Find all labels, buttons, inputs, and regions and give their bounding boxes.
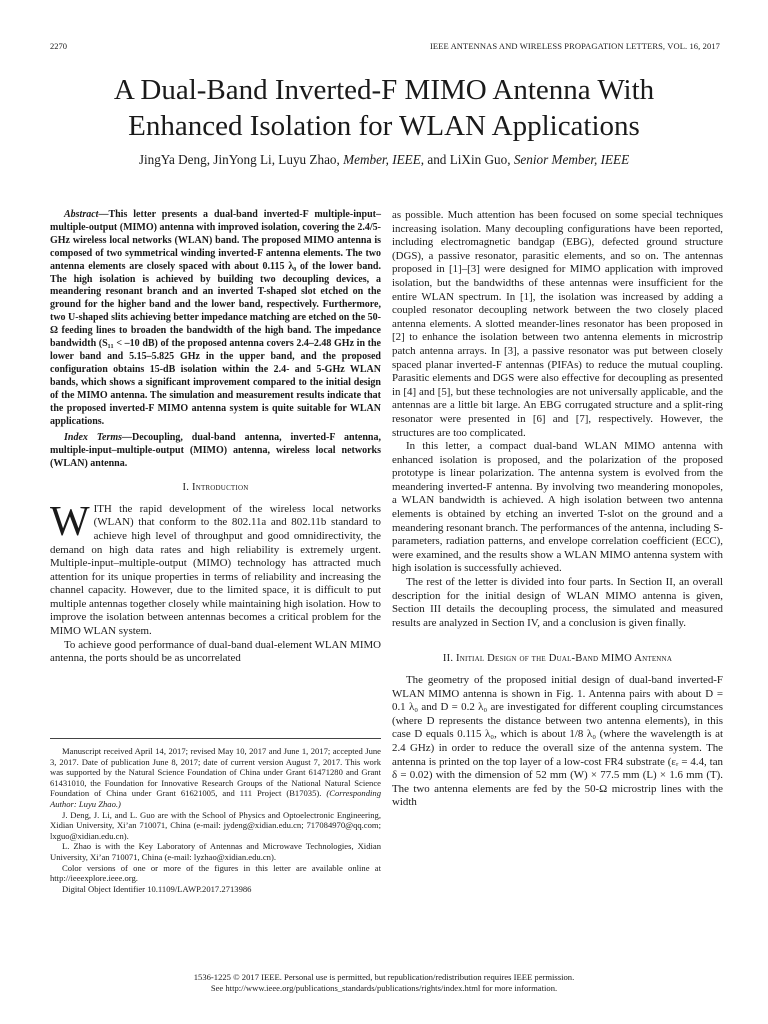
right-column: [392, 209, 723, 810]
paper-title: [40, 72, 728, 144]
drop-cap: W: [50, 498, 90, 545]
index-terms-label: Index Terms: [64, 432, 123, 444]
intro-paragraph-1: [50, 498, 381, 639]
author-names-b: , and LiXin Guo,: [420, 152, 514, 167]
section-heading-initial-design: II. Initial Design of the Dual-Band MIMO Antenna: [442, 653, 673, 665]
author-names-a: JingYa Deng, JinYong Li, Luyu Zhao,: [138, 152, 344, 167]
title-line-1: A Dual-Band Inverted-F MIMO Antenna With: [113, 74, 655, 106]
right-paragraph-3: The rest of the letter is divided into four parts. In Section II, an overall description for the initial design of WLAN MIMO antenna is given, Section III details the decoupling process, the simulated and measured results are analyzed in Section IV, and a conclusion is given finally.: [392, 576, 723, 629]
footnotes: [50, 746, 381, 894]
copyright-line-2: See http://www.ieee.org/publications_standards/publications/rights/index.html for more information.: [210, 983, 558, 993]
footnote-rule: [50, 738, 381, 739]
running-head: IEEE ANTENNAS AND WIRELESS PROPAGATION LETTERS, VOL. 16, 2017: [430, 41, 720, 51]
abstract-label: Abstract: [64, 209, 99, 220]
right-paragraph-1: as possible. Much attention has been focused on some special techniques increasing isolation. Many decoupling configurations have been reported, including electromagnetic bandgap (EBG), defected ground structure (DGS), a passive resonator, parasitic elements, and so on. The antennas proposed in [1]–[3] were designed for MIMO application with improved isolation, but the bandwidths of these antennas were insufficient for the entire WLAN spectrum. In [1], the isolation was increased by adding a coupled resonator decoupling network between the two closely placed antenna elements. A slotted meander-lines resonator has been proposed in [2] to enhance the isolation between two antenna elements in microstrip patch antenna arrays. In [3], a passive resonator was put between closely spaced planar inverted-F antennas (PIFAs) to reduce the mutual coupling. Parasitic elements and DGS were also effective for decoupling as presented in [4] and [5], but these technologies are not universally applicable, and the antennas are a little bit large. An EBG corrugated structure and a split-ring resonator were presented in [6] and [7], respectively. However, the structures are too complicated.: [392, 209, 723, 439]
title-line-2: Enhanced Isolation for WLAN Applications: [128, 110, 640, 142]
author-affiliation-b: Senior Member, IEEE: [513, 152, 630, 167]
footnote-corresponding-author: (Corresponding Author: Luyu Zhao.): [50, 788, 381, 809]
author-affiliation-a: Member, IEEE: [343, 152, 421, 167]
intro-paragraph-2: To achieve good performance of dual-band dual-element WLAN MIMO antenna, the ports should be as uncorrelated: [50, 638, 381, 665]
right-paragraph-2: In this letter, a compact dual-band WLAN MIMO antenna with enhanced isolation is proposed, and the polarization of the proposed prototype is linear polarization. The antenna system is evolved from the meandering inverted-F antenna. By involving two meandering monopoles, a WLAN bandwidth is achieved. A high isolation between two antenna elements is obtained by etching an inverted T-slot on the ground and a meandering resonant branch. The performances of the antenna, including S-parameters, radiation patterns, and envelope correlation coefficient (ECC), were examined, and the results show a WLAN MIMO antenna system with high isolation is successfully achieved.: [392, 440, 723, 575]
copyright-line-1: 1536-1225 © 2017 IEEE. Personal use is permitted, but republication/redistribution requires IEEE permission.: [193, 972, 575, 982]
index-terms-text: —Decoupling, dual-band antenna, inverted-F antenna, multiple-input–multiple-output (MIMO) antenna, wireless local networks (WLAN) antenna.: [50, 432, 381, 470]
footnote-doi: Digital Object Identifier 10.1109/LAWP.2017.2713986: [62, 883, 252, 894]
copyright-notice: [40, 972, 728, 994]
footnote-manuscript-text: Manuscript received April 14, 2017; revised May 10, 2017 and June 1, 2017; accepted June 3, 2017. Date of publication June 8, 2017; date of current version August 7, 2017. This work was supported by the Natural Science Foundation of China under Grant 61471280 and Grant 61431010, the Foundation for Innovative Research Groups of the National Natural Science Foundation of China under Grant 61621005, and 111 Project (B17035).: [50, 746, 381, 799]
footnote-affiliation-2: L. Zhao is with the Key Laboratory of Antennas and Microwave Technologies, Xidian University, Xi’an 710071, China (e-mail: lyzhao@xidian.edu.cn).: [50, 841, 381, 862]
right-paragraph-4: The geometry of the proposed initial design of dual-band inverted-F WLAN MIMO antenna is shown in Fig. 1. Antenna pairs with about D = 0.1 λ₀ and D = 0.2 λ₀ are investigated for different coupling circumstances (where D represents the distance between two antenna elements), in this case D equals 0.115 λ₀, which is about 1/8 λ₀ (where the wavelength is at 2.4 GHz) in order to reduce the overall size of the antenna system. The antenna is printed on the top layer of a low-cost FR4 substrate (εᵣ = 4.4, tan δ = 0.02) with the dimension of 52 mm (W) × 77.5 mm (L) × 1.6 mm (T). The two antenna elements are fed by the 50-Ω microstrip lines with the width: [392, 674, 723, 809]
intro-paragraph-1-text: ITH the rapid development of the wireless local networks (WLAN) that conform to the 802.11a and 802.11b standard to achieve high level of throughput and good omnidirectivity, the demand on high data rates and high reliability is extremely urgent. Multiple-input–multiple-output (MIMO) technology has attracted much attention for its unique properties in terms of reliability and increasing the channel capacity. However, due to the limited space, it is difficult to put multiple antennas together closely while maintaining high isolation. How to improve the isolation between antennas becomes a critical problem for the MIMO WLAN system.: [50, 502, 381, 638]
author-line: [40, 152, 728, 168]
page-number: 2270: [50, 41, 67, 51]
abstract: [50, 209, 381, 428]
index-terms: [50, 432, 381, 471]
section-heading-introduction: I. Introduction: [182, 482, 249, 494]
abstract-text: —This letter presents a dual-band inverted-F multiple-input–multiple-output (MIMO) antenna with improved isolation, covering the 2.4/5-GHz wireless local networks (WLAN) band. The proposed MIMO antenna is composed of two symmetrical winding inverted-F antenna elements. The two antenna elements are closely spaced with about 0.115 λ₀ of the lower band. The high isolation is achieved by building two decoupling devices, a meandering resonant branch and an inverted T-shaped slot etched on the ground for the higher band and the lower band, respectively. Furthermore, two U-shaped slits achieving better impedance matching are etched on the 50-Ω feeding lines to broaden the bandwidth of the high band. The impedance bandwidth (S₁₁ < –10 dB) of the proposed antenna covers 2.4–2.48 GHz in the lower band and 5.15–5.825 GHz in the upper band, and the proposed configuration obtains 15-dB isolation within the 2.4- and 5-GHz WLAN bands, which shows a significant improvement compared to the initial design of the MIMO antenna. The simulation and measurement results indicate that the proposed inverted-F MIMO antenna system is quite suitable for WLAN applications.: [50, 209, 381, 427]
footnote-manuscript: [50, 746, 381, 810]
footnote-color-versions: Color versions of one or more of the figures in this letter are available online at http://ieeexplore.ieee.org.: [50, 862, 381, 884]
footnote-affiliation-1: J. Deng, J. Li, and L. Guo are with the School of Physics and Optoelectronic Engineering, Xidian University, Xi’an 710071, China (e-mail: jydeng@xidian.edu.cn; 717084970@qq.com; lxguo@xidian.edu.cn).: [50, 809, 381, 841]
left-column: [50, 209, 381, 666]
